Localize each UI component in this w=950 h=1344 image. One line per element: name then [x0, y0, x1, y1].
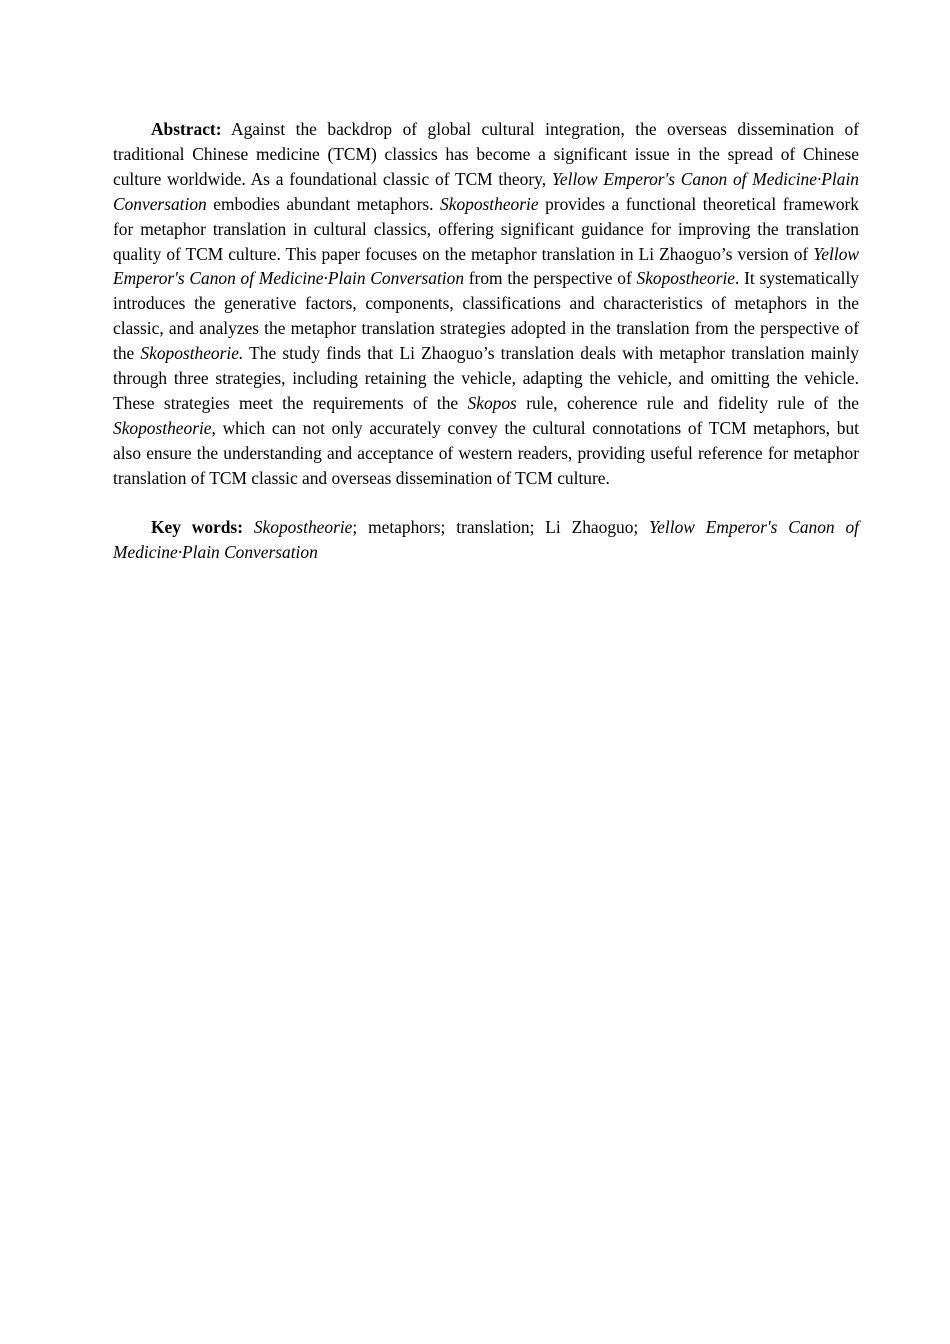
keywords-label: Key words: [151, 517, 243, 538]
abstract-label: Abstract: [151, 119, 222, 139]
abstract-segment-term: Skopostheorie [113, 417, 212, 438]
keywords-segment [243, 517, 254, 537]
keyword-title: Yellow Emperor's Canon of Medicine·Plain Conversation [113, 517, 859, 563]
abstract-segment-title: Yellow Emperor's Canon of Medicine·Plain Conversation [113, 243, 859, 289]
abstract-segment-term: Skopostheorie. [140, 343, 244, 364]
abstract-segment-term: Skopos [467, 392, 517, 413]
abstract-segment: . It systematically introduces the generative factors, components, classifications and characteristics of metaphors in the classic, and analyzes the metaphor translation strategies adopted in the translation from the perspective of the [113, 268, 859, 364]
abstract-segment: provides a functional theoretical framework for metaphor translation in cultural classics, offering significant guidance for improving the translation quality of TCM culture. This paper focuses on the metaphor translation in Li Zhaoguo’s version of [113, 193, 859, 264]
abstract-segment: Against the backdrop of global cultural integration, the overseas dissemination of traditional Chinese medicine (TCM) classics has become a significant issue in the spread of Chinese culture worldwide. As a foundational classic of TCM theory, [113, 119, 859, 189]
abstract-segment: embodies abundant metaphors. [206, 193, 441, 214]
abstract-paragraph [113, 117, 859, 491]
keywords-segment: ; metaphors; translation; Li Zhaoguo; [352, 517, 650, 538]
abstract-segment-term: Skopostheorie [636, 268, 736, 289]
keyword-term: Skopostheorie [253, 517, 353, 538]
abstract-segment: from the perspective of [464, 268, 637, 289]
abstract-segment: The study finds that Li Zhaoguo’s translation deals with metaphor translation mainly through three strategies, including retaining the vehicle, adapting the vehicle, and omitting the vehicle. These strategies meet the requirements of the [113, 343, 859, 413]
abstract-segment: , which can not only accurately convey the cultural connotations of TCM metaphors, but also ensure the understanding and acceptance of western readers, providing useful reference for metaphor translation of TCM classic and overseas dissemination of TCM culture. [113, 417, 859, 488]
abstract-segment-title: Yellow Emperor's Canon of Medicine·Plain Conversation [113, 168, 859, 214]
abstract-segment-term: Skopostheorie [440, 193, 539, 214]
page-content [113, 117, 859, 565]
keywords-paragraph [113, 515, 859, 565]
abstract-segment: rule, coherence rule and fidelity rule of the [516, 392, 859, 413]
